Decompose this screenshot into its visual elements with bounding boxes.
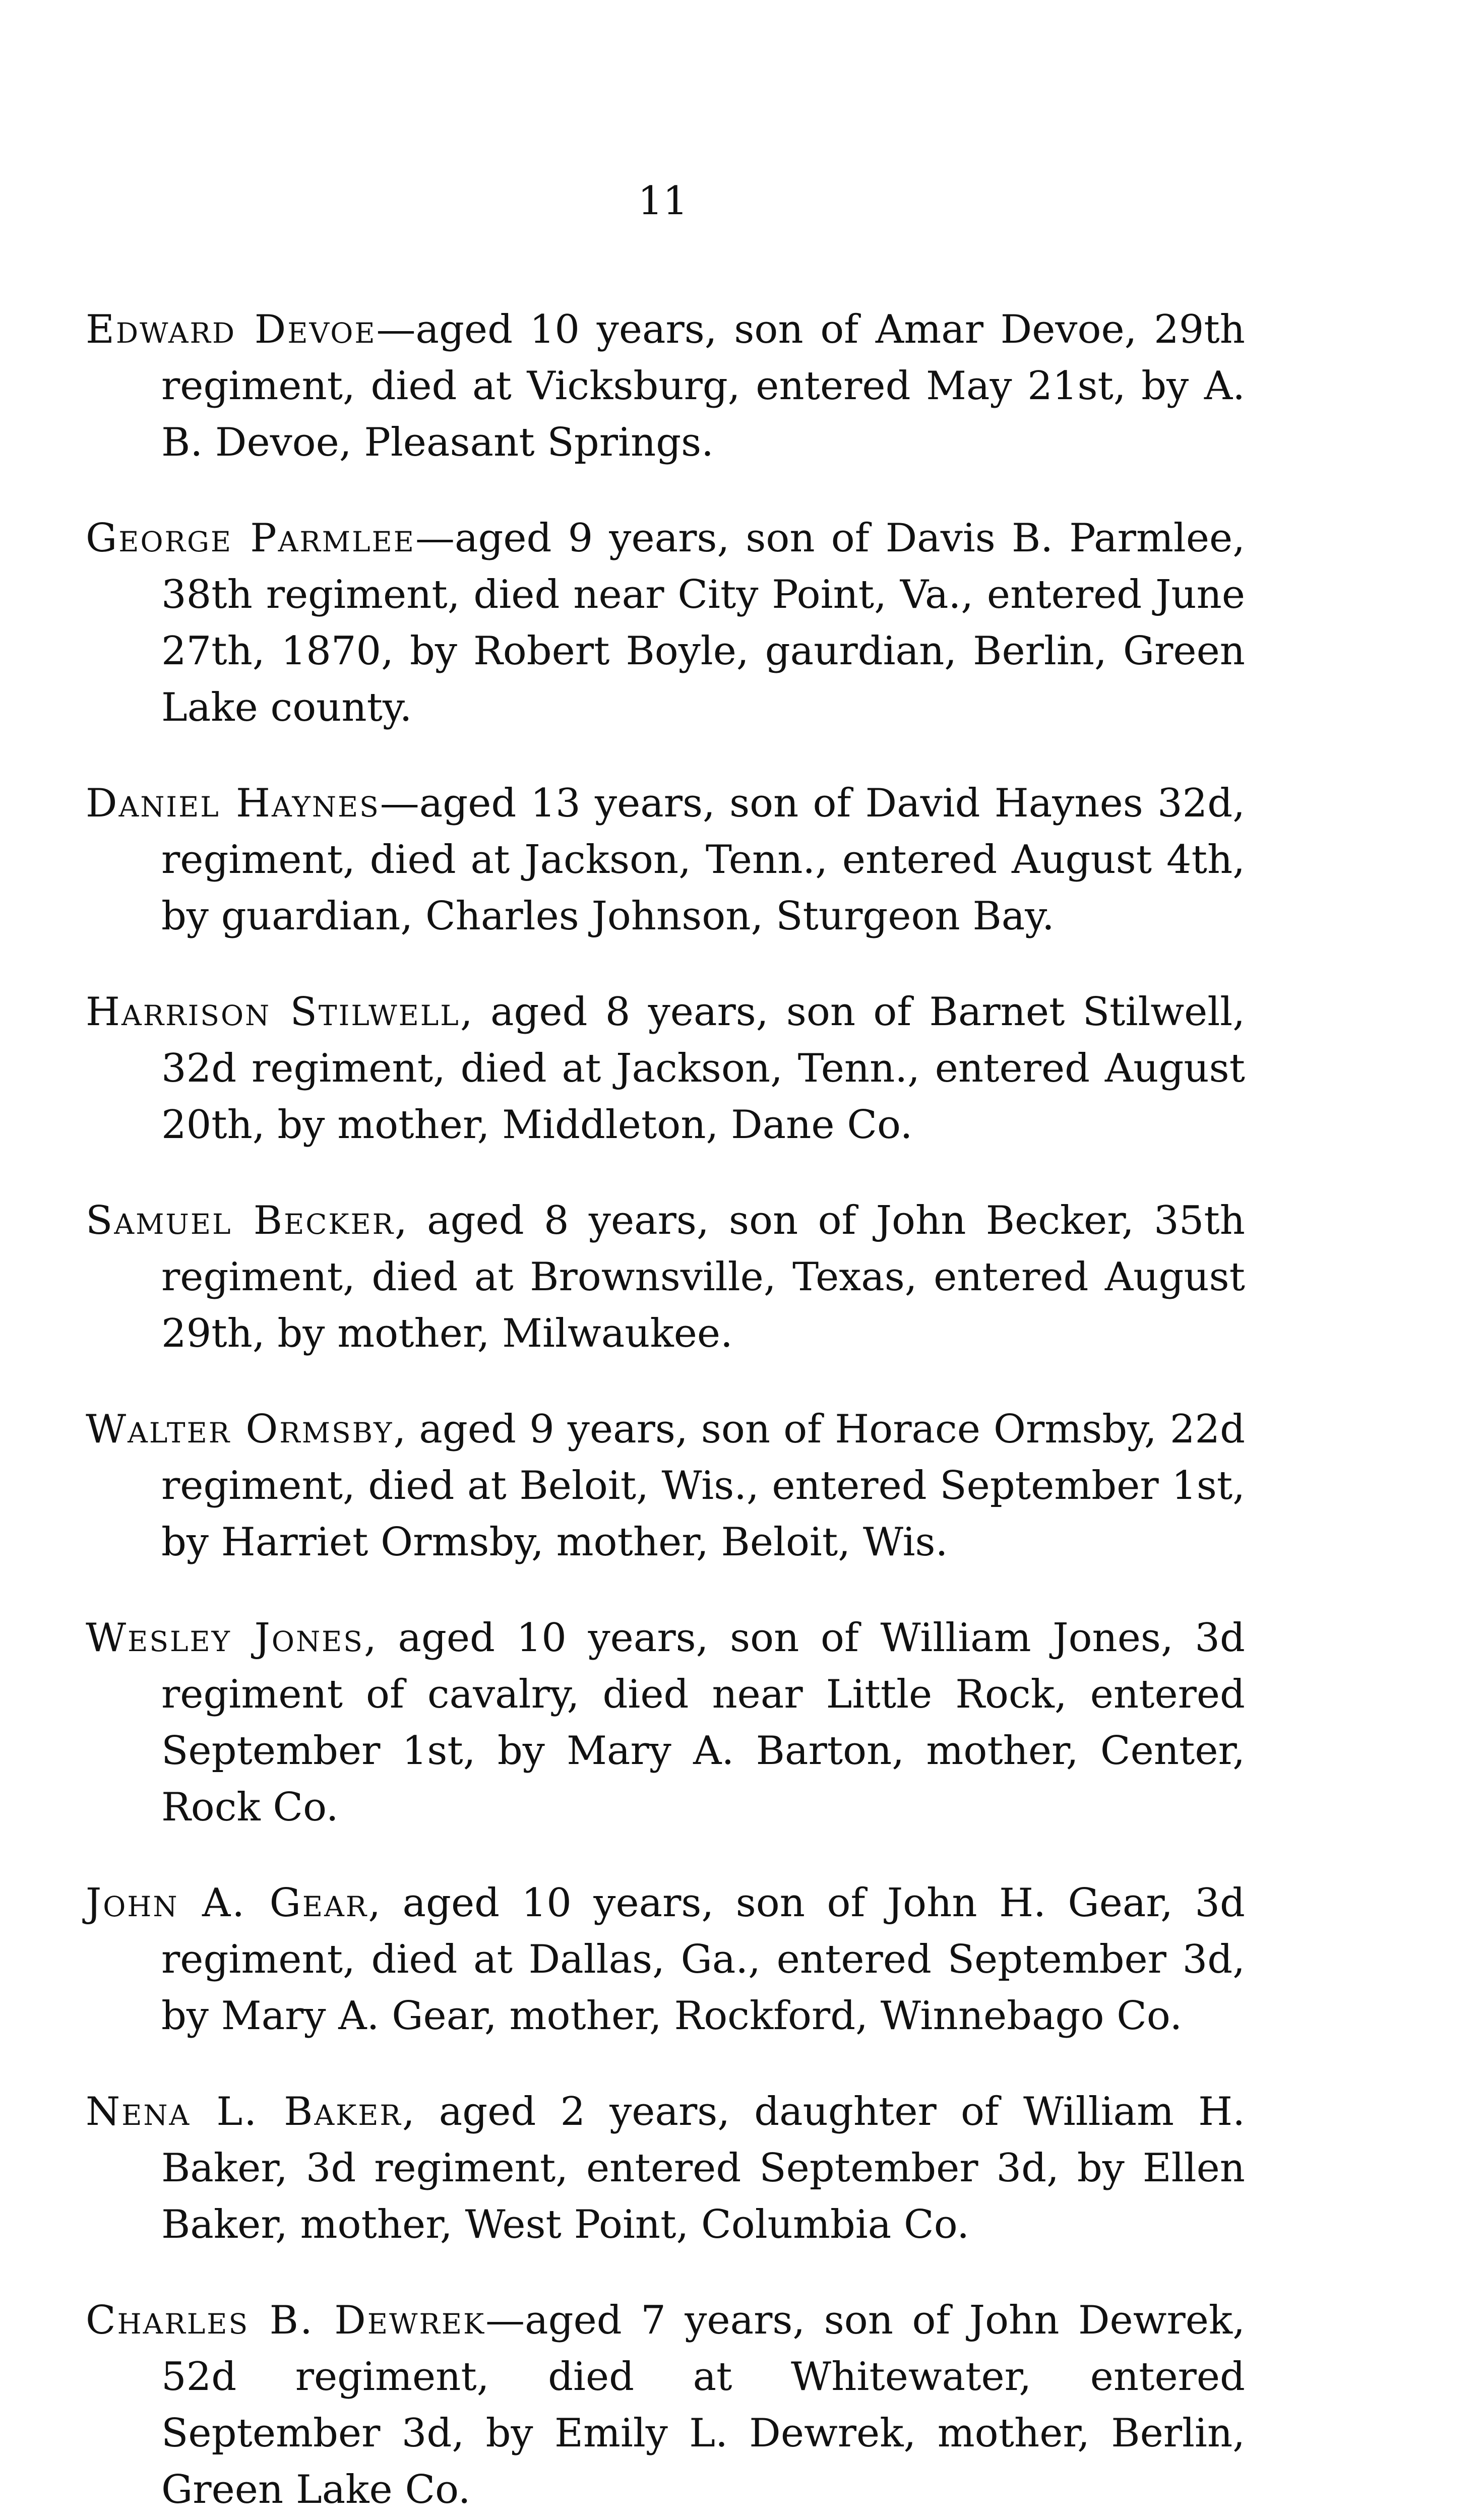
entry-name: George Parmlee xyxy=(86,516,415,561)
entry-text: , aged 10 years, son of John H. Gear, 3d regiment, died at Dallas, Ga., entered September 3d, by Mary A. Gear, mother, Rockford, Winnebago Co. xyxy=(161,1880,1245,2039)
entry-text: —aged 9 years, son of Davis B. Parmlee, 38th regiment, died near City Point, Va., entered June 27th, 1870, by Robert Boyle, gaurdian, Berlin, Green Lake county. xyxy=(161,516,1245,730)
entry-list xyxy=(86,262,1245,2520)
entry-name: Daniel Haynes xyxy=(86,781,380,826)
entry-text: , aged 8 years, son of John Becker, 35th regiment, died at Brownsville, Texas, entered August 29th, by mother, Milwaukee. xyxy=(161,1198,1245,1356)
entry-text: , aged 8 years, son of Barnet Stilwell, 32d regiment, died at Jackson, Tenn., entered August 20th, by mother, Middleton, Dane Co. xyxy=(161,989,1246,1148)
entry-text: , aged 2 years, daughter of William H. Baker, 3d regiment, entered September 3d, by Ellen Baker, mother, West Point, Columbia Co. xyxy=(161,2089,1245,2247)
entry-name: Harrison Stilwell xyxy=(86,989,460,1035)
entry-name: Nena L. Baker xyxy=(86,2089,402,2134)
entry-walter-ormsby xyxy=(86,1401,1245,1570)
entry-john-gear xyxy=(86,1875,1245,2044)
entry-name: Samuel Becker xyxy=(86,1198,395,1243)
entry-wesley-jones xyxy=(86,1610,1245,1836)
entry-text: —aged 7 years, son of John Dewrek, 52d regiment, died at Whitewater, entered September 3d, by Emily L. Dewrek, mother, Berlin, Green Lake Co. xyxy=(161,2298,1245,2512)
entry-text: —aged 10 years, son of Amar Devoe, 29th regiment, died at Vicksburg, entered May 21st, by A. B. Devoe, Pleasant Springs. xyxy=(161,307,1245,465)
entry-daniel-haynes xyxy=(86,775,1245,944)
entry-harrison-stilwell xyxy=(86,984,1245,1153)
entry-charles-dewrek xyxy=(86,2292,1245,2518)
entry-name: Charles B. Dewrek xyxy=(86,2298,486,2343)
entry-name: Wesley Jones xyxy=(86,1615,364,1661)
entry-nena-baker xyxy=(86,2084,1245,2253)
entry-text: , aged 10 years, son of William Jones, 3d regiment of cavalry, died near Little Rock, entered September 1st, by Mary A. Barton, mother, Center, Rock Co. xyxy=(161,1615,1245,1830)
entry-name: Edward Devoe xyxy=(86,307,377,352)
entry-samuel-becker xyxy=(86,1192,1245,1362)
entry-george-parmlee xyxy=(86,510,1245,736)
entry-edward-devoe xyxy=(86,301,1245,471)
entry-name: John A. Gear xyxy=(86,1880,368,1926)
page-number: 11 xyxy=(638,178,688,224)
entry-text: —aged 13 years, son of David Haynes 32d, regiment, died at Jackson, Tenn., entered August 4th, by guardian, Charles Johnson, Sturgeon Bay. xyxy=(161,781,1245,939)
entry-name: Walter Ormsby xyxy=(86,1407,394,1452)
entry-text: , aged 9 years, son of Horace Ormsby, 22d regiment, died at Beloit, Wis., entered September 1st, by Harriet Ormsby, mother, Beloit, Wis. xyxy=(161,1407,1246,1565)
